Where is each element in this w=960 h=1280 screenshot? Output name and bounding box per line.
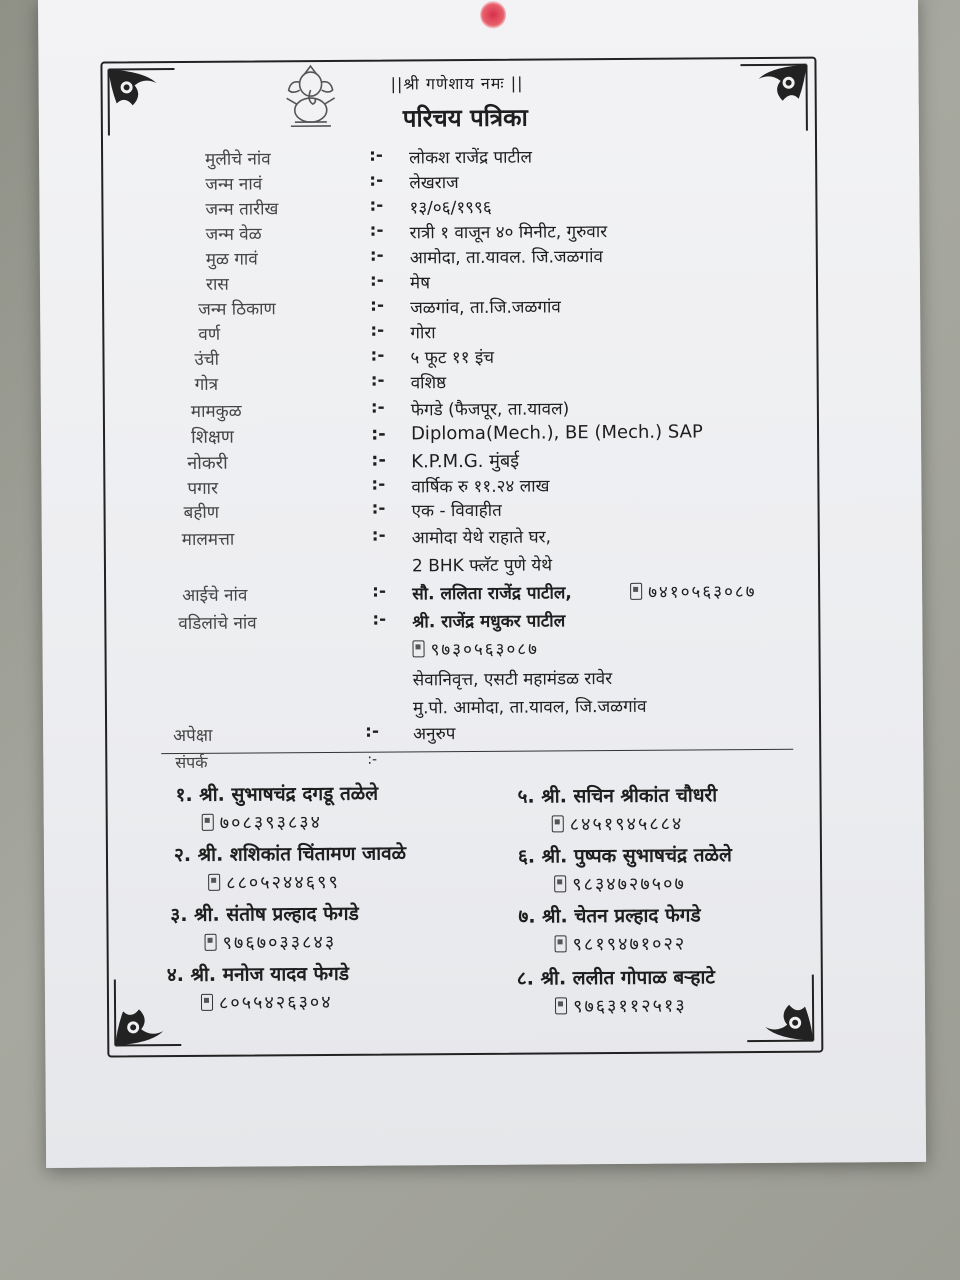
field-separator: :-	[370, 370, 385, 391]
ganesh-icon	[278, 64, 342, 132]
field-separator: :-	[369, 220, 384, 241]
field-value: लेखराज	[409, 173, 459, 194]
phone-number: ९७६३११२५१३	[572, 995, 687, 1018]
field-separator: :-	[370, 345, 385, 366]
property-line-2: 2 BHK फ्लॅट पुणे येथे	[411, 555, 553, 577]
contact-phone	[201, 990, 333, 1015]
field-label: मालमत्ता	[181, 529, 235, 551]
field-separator: :-	[369, 170, 384, 191]
field-separator: :-	[370, 320, 385, 341]
contact-phone	[205, 930, 337, 955]
field-separator: :-	[369, 270, 384, 291]
field-value: K.P.M.G. मुंबई	[411, 450, 520, 473]
field-separator: :-	[371, 474, 386, 495]
field-value: १३/०६/१९९६	[409, 197, 492, 219]
field-value: Diploma(Mech.), BE (Mech.) SAP	[410, 421, 703, 445]
invocation-text: ||श्री गणेशाय नमः ||	[390, 73, 524, 94]
phone-icon	[555, 997, 567, 1014]
field-separator: :-	[370, 397, 385, 418]
contact-name: ८. श्री. ललीत गोपाळ बऱ्हाटे	[516, 966, 716, 990]
biodata-sheet	[38, 0, 926, 1168]
phone-icon	[555, 935, 567, 952]
field-label: नोकरी	[187, 452, 228, 474]
field-separator: :-	[372, 609, 387, 630]
floral-corner-icon	[104, 65, 179, 140]
phone-icon	[202, 814, 214, 831]
contact-phone	[552, 812, 684, 837]
field-label: पगार	[187, 478, 219, 499]
field-label: जन्म नावं	[205, 174, 263, 195]
field-label: वडिलांचे नांव	[178, 613, 257, 635]
phone-number: ८८०५२४४६९९	[226, 871, 340, 894]
field-value: रात्री १ वाजून ४० मिनीट, गुरुवार	[409, 222, 608, 244]
field-label: मुळ गावं	[205, 249, 258, 270]
field-label: गोत्र	[194, 374, 219, 395]
phone-number: ७०८३९३८३४	[219, 812, 323, 834]
field-separator: :-	[370, 295, 385, 316]
father-name: श्री. राजेंद्र मधुकर पाटील	[412, 611, 566, 633]
field-separator: :-	[369, 145, 384, 166]
contact-name: २. श्री. शशिकांत चिंतामण जावळे	[173, 842, 407, 867]
phone-icon	[630, 583, 642, 600]
father-address: मु.पो. आमोदा, ता.यावल, जि.जळगांव	[412, 696, 647, 719]
father-phone	[412, 637, 539, 661]
contacts-separator: :-	[367, 751, 378, 768]
field-label: रास	[205, 274, 229, 295]
phone-number: ९८१९४७१०२२	[572, 933, 687, 956]
phone-icon	[205, 934, 217, 951]
phone-icon	[201, 994, 213, 1011]
field-label: उंची	[194, 349, 220, 370]
field-value: मेष	[409, 273, 431, 294]
floral-corner-icon	[743, 971, 818, 1046]
contact-name: १. श्री. सुभाषचंद्र दगडू तळेले	[175, 782, 379, 807]
field-label: अपेक्षा	[173, 725, 213, 747]
document-title: परिचय पत्रिका	[402, 103, 528, 133]
field-label: जन्म तारीख	[205, 199, 279, 220]
contact-phone	[555, 931, 687, 956]
contact-phone	[202, 810, 322, 835]
phone-icon	[208, 874, 220, 891]
phone-icon	[412, 640, 424, 657]
field-value: वशिष्ठ	[410, 373, 447, 394]
phone-number: ८०५५४२६३०४	[218, 991, 333, 1014]
contact-name: ७. श्री. चेतन प्रल्हाद फेगडे	[518, 904, 701, 928]
phone-number: ८४५१९४५८८४	[569, 813, 684, 836]
mother-phone	[630, 579, 757, 603]
contact-phone	[554, 871, 686, 896]
field-separator: :-	[369, 195, 384, 216]
field-value: लोकश राजेंद्र पाटील	[409, 147, 533, 169]
contact-name: ४. श्री. मनोज यादव फेगडे	[166, 962, 350, 987]
contact-name: ३. श्री. संतोष प्रल्हाद फेगडे	[170, 902, 359, 927]
contacts-heading: संपर्क	[175, 752, 208, 773]
field-label: मुलीचे नांव	[205, 149, 271, 170]
field-separator: :-	[372, 581, 387, 602]
field-separator: :-	[370, 423, 386, 445]
contact-phone	[208, 870, 340, 895]
field-value: आमोदा, ता.यावल. जि.जळगांव	[409, 247, 603, 269]
field-separator: :-	[365, 721, 380, 742]
field-value: ५ फूट ११ इंच	[410, 347, 495, 369]
contact-name: ६. श्री. पुष्पक सुभाषचंद्र तळेले	[517, 844, 732, 868]
field-value: वार्षिक रु ११.२४ लाख	[411, 476, 550, 498]
field-label: बहीण	[183, 502, 220, 523]
phone-icon	[552, 815, 564, 832]
field-label: शिक्षण	[190, 426, 234, 448]
field-separator: :-	[371, 498, 386, 519]
field-label: आईचे नांव	[182, 585, 248, 607]
field-label: जन्म ठिकाण	[198, 299, 276, 320]
phone-number: ९७३०५६३०८७	[430, 639, 540, 661]
field-value: अनुरुप	[413, 724, 456, 745]
field-label: मामकुळ	[190, 401, 242, 422]
field-value: फेगडे (फैजपूर, ता.यावल)	[410, 399, 570, 421]
field-value: गोरा	[410, 323, 436, 344]
contact-phone	[555, 993, 687, 1018]
phone-number: ७४१०५६३०८७	[648, 581, 757, 603]
phone-number: ९७६७०३३८४३	[222, 931, 337, 954]
ink-stain	[480, 1, 506, 29]
father-occupation: सेवानिवृत्त, एसटी महामंडळ रावेर	[412, 669, 613, 691]
field-value: आमोदा येथे राहाते घर,	[411, 527, 552, 549]
field-separator: :-	[371, 449, 386, 471]
phone-icon	[554, 875, 566, 892]
phone-number: ९८३४७२७५०७	[572, 873, 686, 896]
floral-corner-icon	[736, 61, 811, 136]
field-separator: :-	[371, 525, 386, 546]
mother-name: सौ. ललिता राजेंद्र पाटील,	[412, 583, 572, 605]
contact-name: ५. श्री. सचिन श्रीकांत चौधरी	[517, 784, 718, 808]
field-label: जन्म वेळ	[205, 224, 262, 245]
field-separator: :-	[369, 245, 384, 266]
field-value: एक - विवाहीत	[411, 500, 502, 522]
field-value: जळगांव, ता.जि.जळगांव	[410, 297, 561, 319]
field-label: वर्ण	[198, 324, 221, 345]
